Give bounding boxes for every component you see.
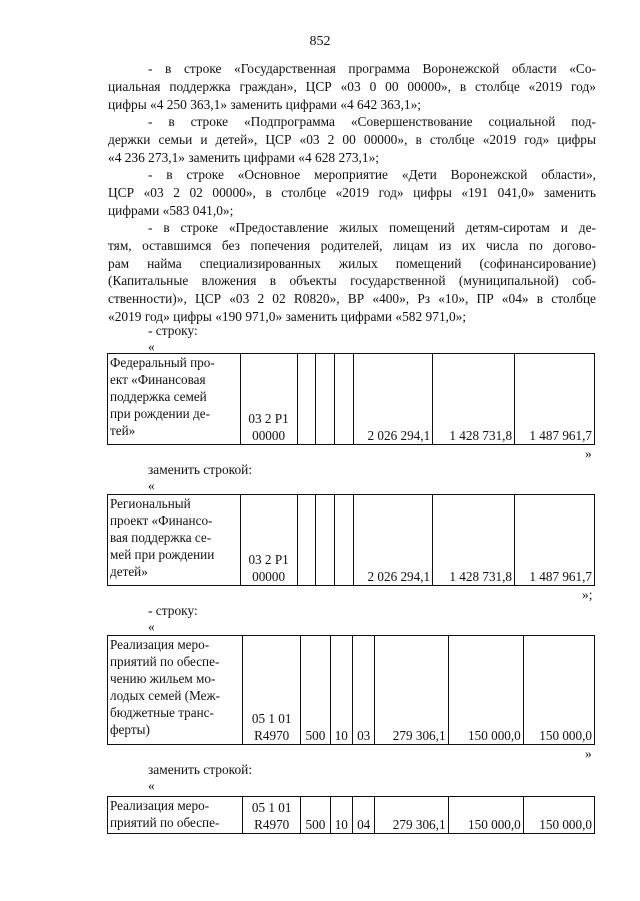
text-line: - в строке «Предоставление жилых помещений детям-сиротам и де- — [148, 220, 596, 235]
budget-table-new-row-1 — [107, 494, 595, 586]
open-quote: « — [148, 778, 155, 793]
rz-cell: 10 — [330, 797, 352, 834]
row-name-cell: Региональный проект «Финансо- вая поддержка се- мей при рождении детей» — [108, 495, 241, 586]
paragraph — [108, 219, 596, 326]
row-name-cell: Реализация меро- приятий по обеспе- чению жильем мо- лодых семей (Меж- бюджетные транс- ферты) — [108, 636, 243, 745]
value-2019-cell: 279 306,1 — [375, 797, 448, 834]
text-line: держки семьи и детей», ЦСР «03 2 00 00000», в столбце «2019 год» цифры — [108, 131, 596, 147]
text-line: ственности)», ЦСР «03 2 02 R0820», ВР «400», Рз «10», ПР «04» в столбце — [108, 291, 596, 307]
value-2019-cell: 2 026 294,1 — [354, 354, 433, 445]
paragraph — [108, 113, 596, 166]
vr-cell — [297, 495, 316, 586]
value-2020-cell: 150 000,0 — [448, 797, 523, 834]
csr-cell: 03 2 P1 00000 — [240, 354, 297, 445]
text-line: тям, оставшимся без попечения родителей, лицам из их числа по догово- — [108, 237, 596, 253]
text-line: «2019 год» цифры «190 971,0» заменить цифрами «582 971,0»; — [108, 308, 467, 324]
value-2021-cell: 1 487 961,7 — [515, 354, 595, 445]
text-line: ЦСР «03 2 02 00000», в столбце «2019 год» цифры «191 041,0» заменить — [108, 184, 596, 200]
row-name-cell: Реализация меро- приятий по обеспе- — [108, 797, 243, 834]
label-replace: заменить строкой: — [148, 462, 253, 477]
value-2020-cell: 1 428 731,8 — [433, 354, 515, 445]
value-2019-cell: 2 026 294,1 — [354, 495, 433, 586]
pr-cell: 04 — [352, 797, 374, 834]
text-line: циальная поддержка граждан», ЦСР «03 0 00 00000», в столбце «2019 год» — [108, 78, 596, 94]
budget-table-old-row-1 — [107, 353, 595, 445]
text-line: - в строке «Государственная программа Воронежской области «Со- — [148, 61, 596, 76]
budget-table-old-row-2 — [107, 635, 595, 745]
paragraph — [108, 166, 596, 219]
value-2020-cell: 150 000,0 — [448, 636, 523, 745]
pr-cell — [335, 354, 354, 445]
vr-cell: 500 — [301, 636, 330, 745]
text-line: «4 236 273,1» заменить цифрами «4 628 273,1»; — [108, 149, 379, 165]
rz-cell — [316, 354, 335, 445]
page-number: 852 — [309, 34, 331, 49]
csr-cell: 05 1 01 R4970 — [243, 797, 301, 834]
vr-cell — [297, 354, 316, 445]
csr-cell: 03 2 P1 00000 — [240, 495, 297, 586]
text-line: цифры «4 250 363,1» заменить цифрами «4 642 363,1»; — [108, 96, 422, 112]
label-stroku: - строку: — [148, 323, 198, 338]
value-2021-cell: 150 000,0 — [523, 797, 594, 834]
label-replace: заменить строкой: — [148, 762, 253, 777]
text-line: цифрами «583 041,0»; — [108, 202, 234, 218]
vr-cell: 500 — [301, 797, 330, 834]
value-2020-cell: 1 428 731,8 — [433, 495, 515, 586]
csr-cell: 05 1 01 R4970 — [243, 636, 301, 745]
text-line: (Капитальные вложения в объекты государственной (муниципальной) соб- — [108, 273, 596, 289]
value-2021-cell: 150 000,0 — [523, 636, 594, 745]
pr-cell: 03 — [352, 636, 374, 745]
pr-cell — [335, 495, 354, 586]
open-quote: « — [148, 339, 155, 354]
close-quote: »; — [582, 587, 593, 602]
value-2019-cell: 279 306,1 — [375, 636, 448, 745]
text-line: - в строке «Основное мероприятие «Дети Воронежской области», — [148, 167, 596, 182]
close-quote: » — [585, 746, 592, 761]
close-quote: » — [585, 446, 592, 461]
paragraph — [108, 60, 596, 113]
budget-table-new-row-2 — [107, 796, 595, 834]
open-quote: « — [148, 619, 155, 634]
row-name-cell: Федеральный про- ект «Финансовая поддержка семей при рождении де- тей» — [108, 354, 241, 445]
rz-cell: 10 — [330, 636, 352, 745]
open-quote: « — [148, 478, 155, 493]
text-line: рам найма специализированных жилых помещений (софинансирование) — [108, 255, 596, 271]
text-line: - в строке «Подпрограмма «Совершенствование социальной под- — [148, 114, 596, 129]
value-2021-cell: 1 487 961,7 — [515, 495, 595, 586]
label-stroku: - строку: — [148, 603, 198, 618]
rz-cell — [316, 495, 335, 586]
